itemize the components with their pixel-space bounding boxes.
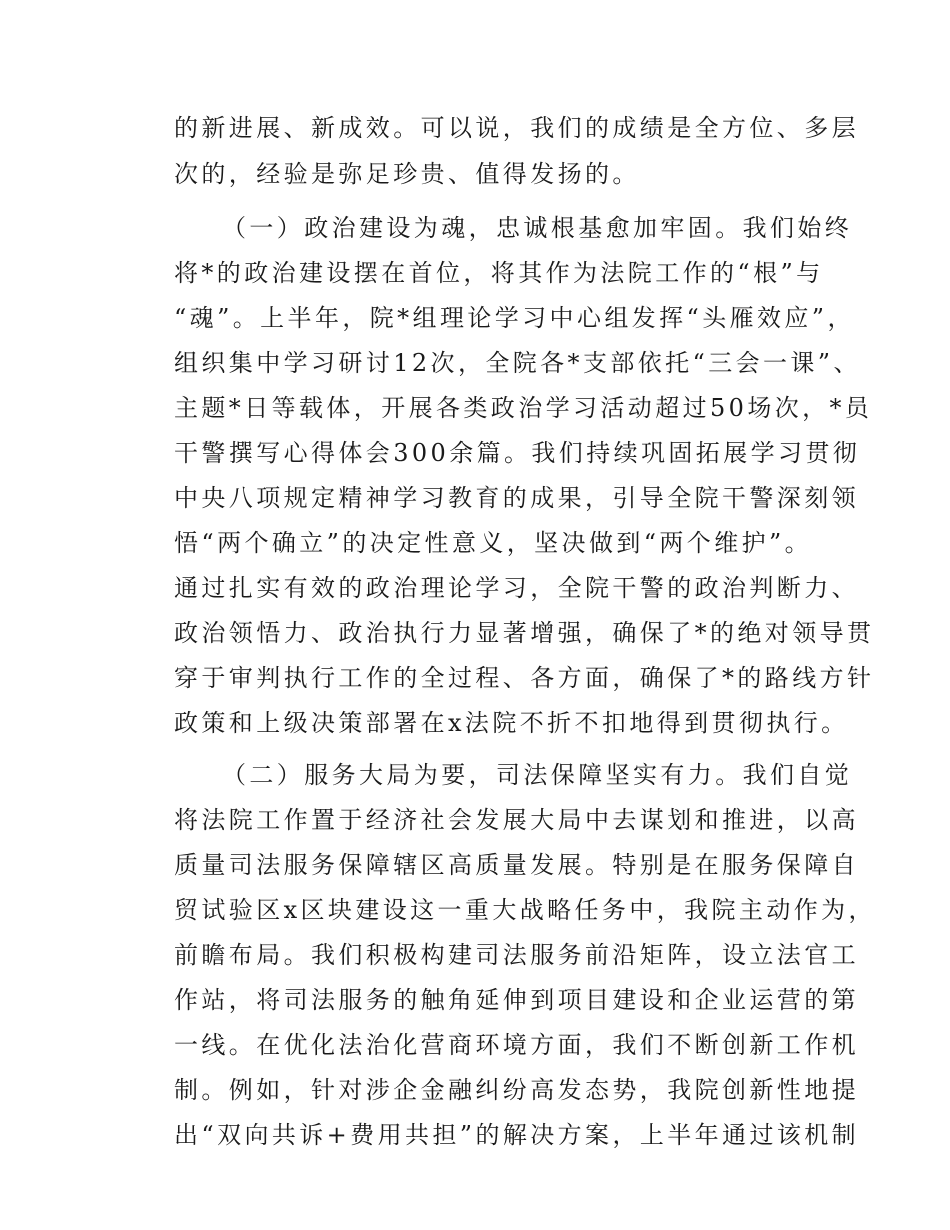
text-line: 穿于审判执行工作的全过程、各方面，确保了*的路线方针 xyxy=(174,664,875,692)
text-line: 作站，将司法服务的触角延伸到项目建设和企业运营的第 xyxy=(174,986,859,1014)
text-line: 一线。在优化法治化营商环境方面，我们不断创新工作机 xyxy=(174,1031,859,1059)
text-line: 悟“两个确立”的决定性意义，坚决做到“两个维护”。 xyxy=(174,529,813,557)
text-line: 制。例如，针对涉企金融纠纷高发态势，我院创新性地提 xyxy=(174,1076,859,1104)
text-line: 政策和上级决策部署在x法院不折不扣地得到贯彻执行。 xyxy=(174,709,849,737)
text-line: 质量司法服务保障辖区高质量发展。特别是在服务保障自 xyxy=(174,851,859,879)
text-line: 次的，经验是弥足珍贵、值得发扬的。 xyxy=(174,160,640,188)
text-line: 政治领悟力、政治执行力显著增强，确保了*的绝对领导贯 xyxy=(174,619,875,647)
text-line: 的新进展、新成效。可以说，我们的成绩是全方位、多层 xyxy=(174,114,859,142)
text-line: 将法院工作置于经济社会发展大局中去谋划和推进，以高 xyxy=(174,806,859,834)
paragraph-heading-1: （一）政治建设为魂，忠诚根基愈加牢固。我们始终 xyxy=(222,214,853,242)
text-line: “魂”。上半年，院*组理论学习中心组发挥“头雁效应”， xyxy=(174,304,855,332)
text-line: 通过扎实有效的政治理论学习，全院干警的政治判断力、 xyxy=(174,574,859,602)
text-line: 干警撰写心得体会300余篇。我们持续巩固拓展学习贯彻 xyxy=(174,439,861,467)
text-line: 主题*日等载体，开展各类政治学习活动超过50场次，*员 xyxy=(174,394,873,422)
text-line: 中央八项规定精神学习教育的成果，引导全院干警深刻领 xyxy=(174,484,859,512)
text-line: 贸试验区x区块建设这一重大战略任务中，我院主动作为， xyxy=(174,896,876,924)
text-line: 组织集中学习研讨12次，全院各*支部依托“三会一课”、 xyxy=(174,349,861,377)
paragraph-heading-2: （二）服务大局为要，司法保障坚实有力。我们自觉 xyxy=(222,761,853,789)
text-line: 前瞻布局。我们积极构建司法服务前沿矩阵，设立法官工 xyxy=(174,941,859,969)
text-line: 出“双向共诉+费用共担”的解决方案，上半年通过该机制 xyxy=(174,1121,860,1149)
text-line: 将*的政治建设摆在首位，将其作为法院工作的“根”与 xyxy=(174,259,824,287)
